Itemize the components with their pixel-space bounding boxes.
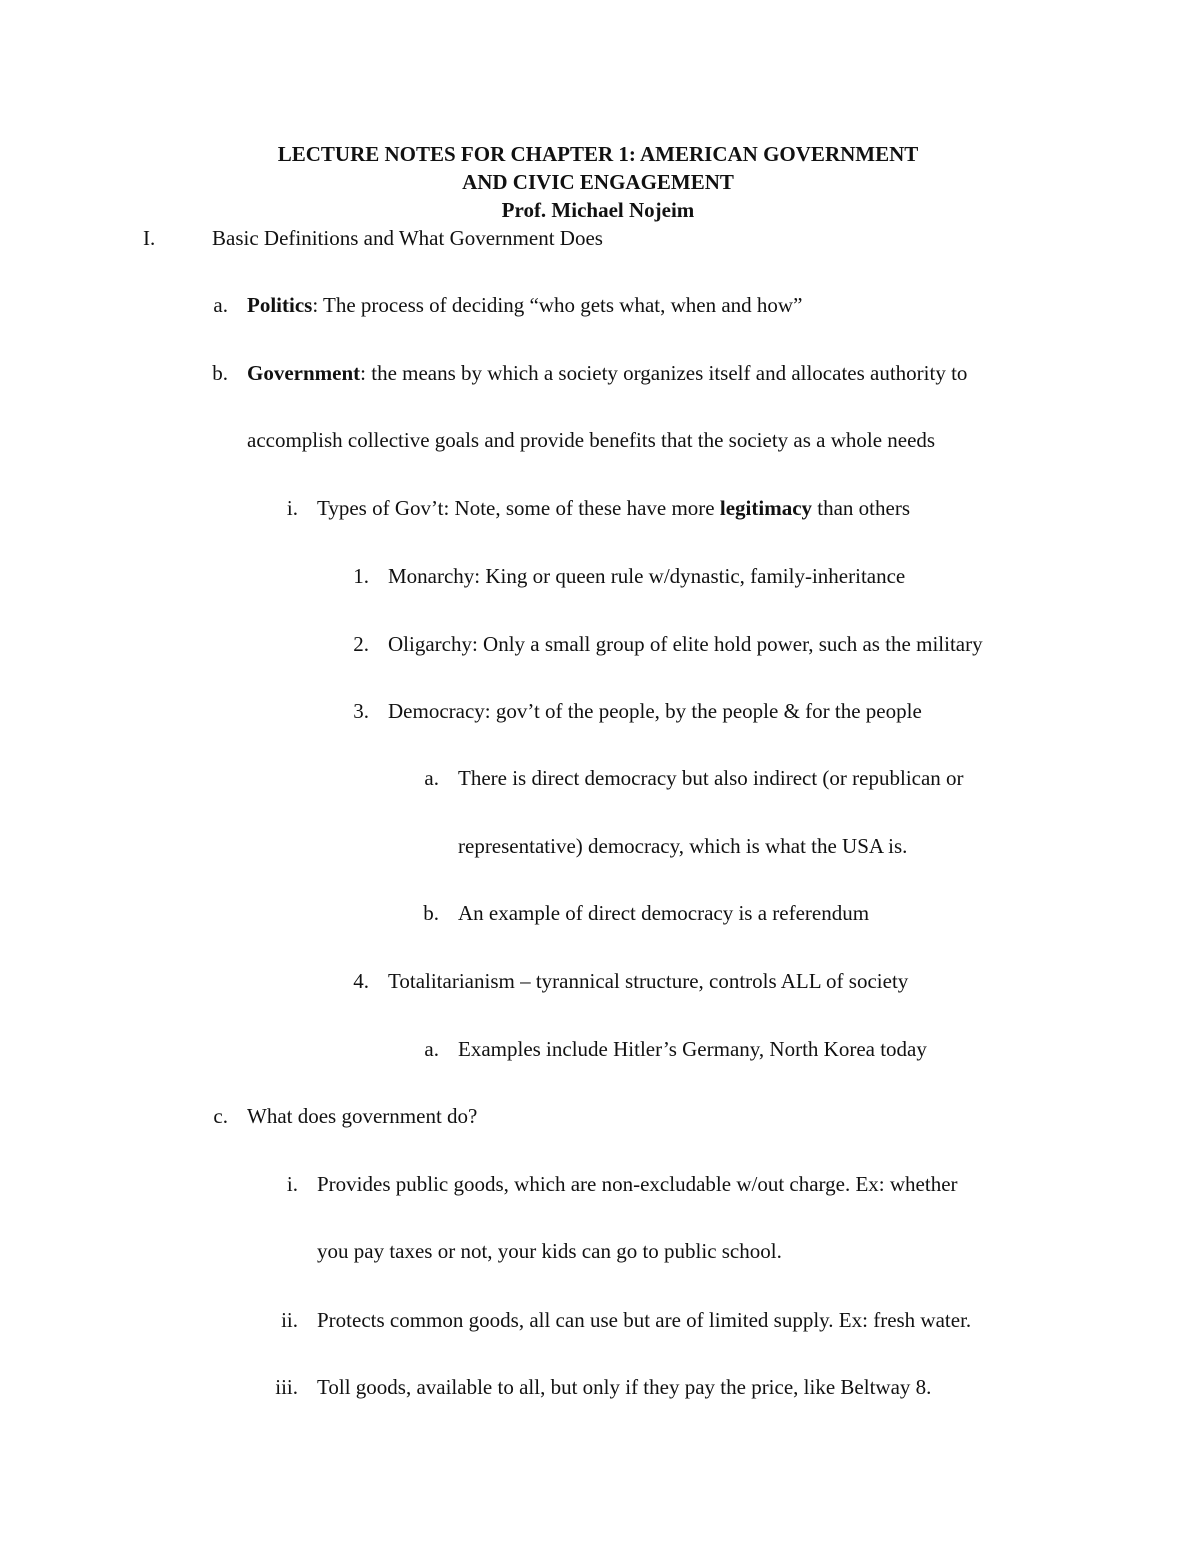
common-goods: Protects common goods, all can use but are of limited supply. Ex: fresh water. — [317, 1308, 972, 1332]
gov-type-oligarchy: Oligarchy: Only a small group of elite hold power, such as the military — [388, 632, 983, 656]
democracy-b-marker: b. — [423, 901, 439, 925]
democracy-a-line-2: representative) democracy, which is what the USA is. — [458, 834, 908, 858]
item-b-i-marker: i. — [286, 496, 298, 520]
toll-goods: Toll goods, available to all, but only if they pay the price, like Beltway 8. — [317, 1375, 932, 1399]
document-title-line-2: AND CIVIC ENGAGEMENT — [462, 170, 734, 194]
item-b-marker: b. — [212, 361, 228, 385]
section-i-marker: I. — [143, 226, 156, 250]
item-c-iii-marker: iii. — [275, 1375, 298, 1399]
term-government: Government — [247, 361, 361, 385]
totalitarianism-examples: Examples include Hitler’s Germany, North Korea today — [458, 1037, 927, 1061]
democracy-a-marker: a. — [424, 766, 439, 790]
government-definition-line-1: : the means by which a society organizes itself and allocates authority to — [360, 361, 968, 385]
gov-type-2-marker: 2. — [353, 632, 369, 656]
gov-type-democracy: Democracy: gov’t of the people, by the people & for the people — [388, 699, 922, 723]
term-politics: Politics — [247, 293, 313, 317]
gov-type-3-marker: 3. — [353, 699, 369, 723]
item-a-politics — [247, 291, 802, 319]
term-legitimacy: legitimacy — [719, 496, 813, 520]
gov-type-monarchy: Monarchy: King or queen rule w/dynastic, family-inheritance — [388, 564, 906, 588]
government-definition-line-2: accomplish collective goals and provide benefits that the society as a whole needs — [247, 428, 936, 452]
democracy-b-referendum: An example of direct democracy is a referendum — [458, 901, 870, 925]
gov-type-4-marker: 4. — [353, 969, 369, 993]
item-b-government — [247, 359, 967, 387]
types-text-before: Types of Gov’t: Note, some of these have more — [317, 496, 720, 520]
democracy-a-line-1: There is direct democracy but also indirect (or republican or — [458, 766, 964, 790]
public-goods-line-1: Provides public goods, which are non-excludable w/out charge. Ex: whether — [317, 1172, 958, 1196]
types-text-after: than others — [812, 496, 911, 520]
item-c-question: What does government do? — [247, 1104, 478, 1128]
section-i-heading: Basic Definitions and What Government Does — [212, 226, 603, 250]
document-title-line-1: LECTURE NOTES FOR CHAPTER 1: AMERICAN GOVERNMENT — [277, 142, 919, 166]
item-c-ii-marker: ii. — [281, 1308, 298, 1332]
types-of-government-line — [317, 494, 910, 522]
item-a-marker: a. — [213, 293, 228, 317]
document-author: Prof. Michael Nojeim — [501, 198, 695, 222]
totalitarianism-a-marker: a. — [424, 1037, 439, 1061]
item-c-i-marker: i. — [286, 1172, 298, 1196]
public-goods-line-2: you pay taxes or not, your kids can go to public school. — [317, 1239, 782, 1263]
politics-definition: : The process of deciding “who gets what, when and how” — [312, 293, 803, 317]
gov-type-1-marker: 1. — [353, 564, 369, 588]
item-c-marker: c. — [213, 1104, 228, 1128]
gov-type-totalitarianism: Totalitarianism – tyrannical structure, controls ALL of society — [388, 969, 909, 993]
